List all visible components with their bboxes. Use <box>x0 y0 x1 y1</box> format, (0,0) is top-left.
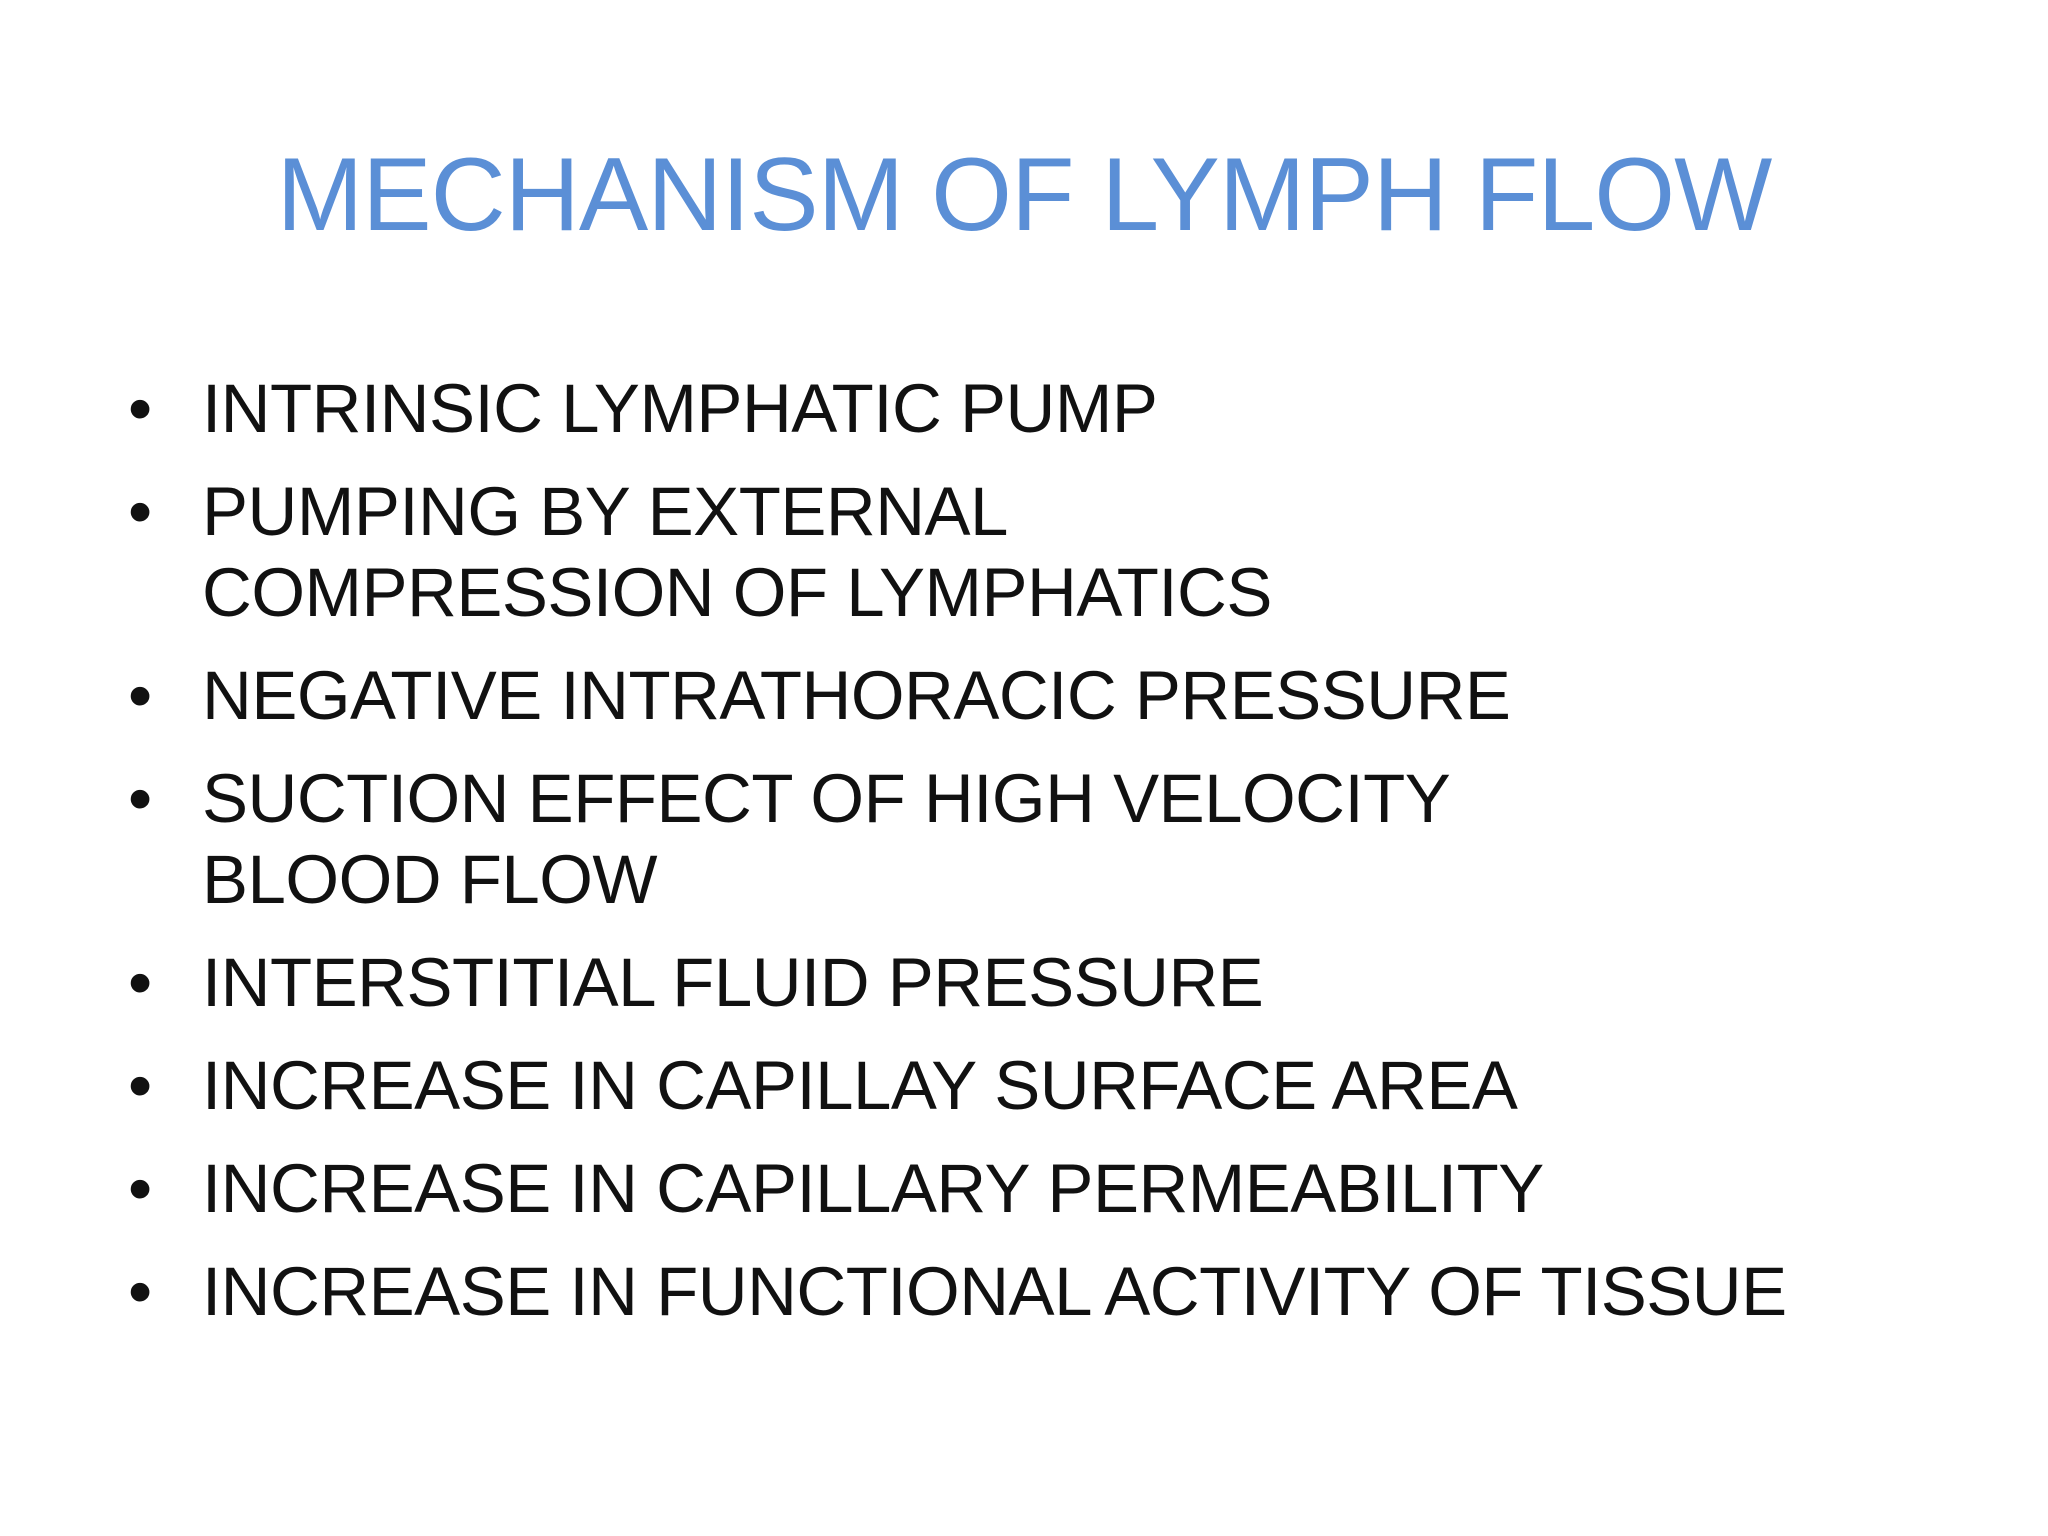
bullet-item-surface-area <box>120 1045 1802 1126</box>
bullet-item-suction-effect <box>120 758 1502 920</box>
bullet-icon: • <box>128 1047 152 1124</box>
bullet-icon: • <box>128 473 152 550</box>
bullet-icon: • <box>128 370 152 447</box>
bullet-item-functional-activity <box>120 1251 1802 1332</box>
bullet-text: INTRINSIC LYMPHATIC PUMP <box>202 370 1158 447</box>
bullet-text: SUCTION EFFECT OF HIGH VELOCITY BLOOD FLOW <box>202 760 1450 918</box>
bullet-text: PUMPING BY EXTERNAL COMPRESSION OF LYMPHATICS <box>202 473 1272 631</box>
bullet-item-negative-pressure <box>120 655 1802 736</box>
bullet-item-permeability <box>120 1148 1802 1229</box>
bullet-icon: • <box>128 944 152 1021</box>
bullet-list <box>120 368 1920 1354</box>
bullet-text: INCREASE IN CAPILLARY PERMEABILITY <box>202 1150 1544 1227</box>
slide-title: MECHANISM OF LYMPH FLOW <box>276 137 1772 253</box>
bullet-text: INTERSTITIAL FLUID PRESSURE <box>202 944 1264 1021</box>
bullet-item-external-compression <box>120 471 1442 633</box>
bullet-item-interstitial-pressure <box>120 942 1802 1023</box>
bullet-icon: • <box>128 657 152 734</box>
bullet-icon: • <box>128 1150 152 1227</box>
bullet-icon: • <box>128 1253 152 1330</box>
bullet-text: NEGATIVE INTRATHORACIC PRESSURE <box>202 657 1511 734</box>
bullet-icon: • <box>128 760 152 837</box>
bullet-text: INCREASE IN FUNCTIONAL ACTIVITY OF TISSUE <box>202 1253 1787 1330</box>
bullet-item-intrinsic-pump <box>120 368 1802 449</box>
bullet-text: INCREASE IN CAPILLAY SURFACE AREA <box>202 1047 1518 1124</box>
